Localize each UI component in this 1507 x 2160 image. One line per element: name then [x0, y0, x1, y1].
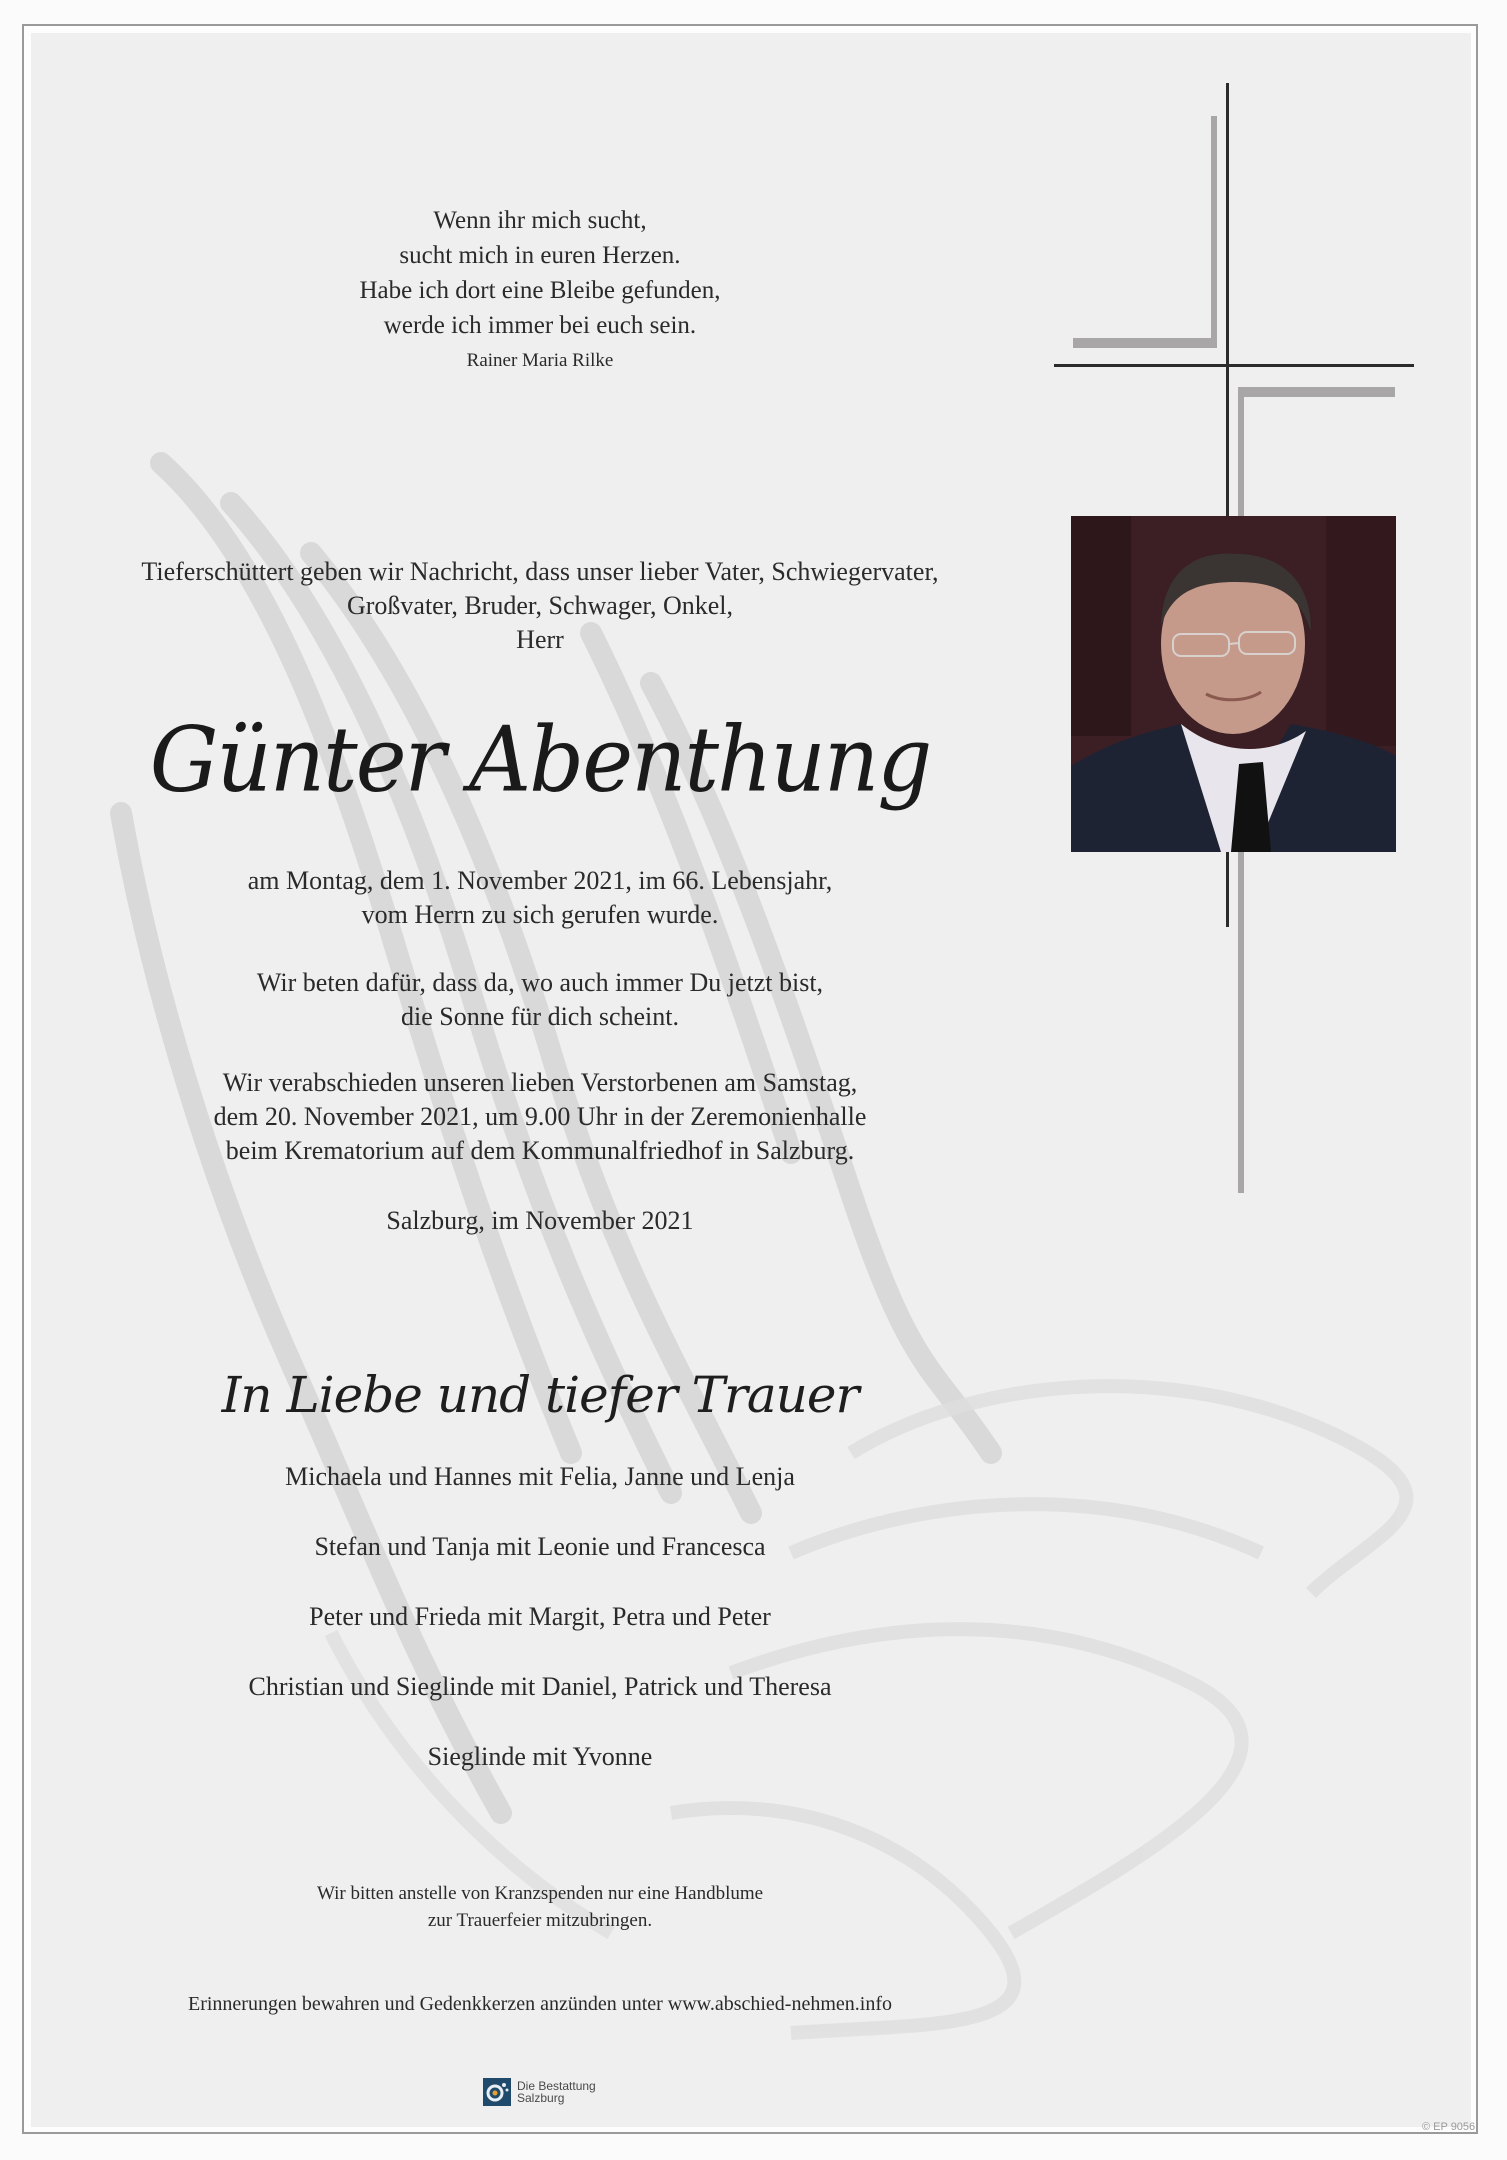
funeral-paragraph — [80, 1066, 1000, 1168]
flowers-line: zur Trauerfeier mitzubringen. — [427, 1910, 653, 1931]
portrait-photo — [1071, 516, 1396, 852]
deceased-name: Günter Abenthung — [149, 707, 931, 813]
body-line: dem 20. November 2021, um 9.00 Uhr in der Zeremonienhalle — [213, 1102, 867, 1131]
poem-block — [80, 203, 1000, 379]
prayer-paragraph — [80, 966, 1000, 1034]
body-line: beim Krematorium auf dem Kommunalfriedhof in Salzburg. — [225, 1136, 855, 1165]
death-paragraph — [80, 864, 1000, 932]
mourning-heading: In Liebe und tiefer Trauer — [221, 1366, 859, 1424]
logo-mark-icon — [483, 2078, 511, 2106]
poem-line: Wenn ihr mich sucht, — [433, 207, 647, 234]
logo-text-line: Salzburg — [517, 2091, 565, 2105]
cross-black-horizontal — [1054, 364, 1414, 367]
intro-line: Herr — [516, 625, 564, 654]
poem-line: Habe ich dort eine Bleibe gefunden, — [359, 277, 721, 304]
intro-line: Tieferschüttert geben wir Nachricht, dass unser lieber Vater, Schwiegervater, — [141, 557, 939, 586]
funeral-home-logo — [483, 2077, 596, 2107]
cross-gray-upper-vertical — [1211, 116, 1217, 346]
logo-text-line: Die Bestattung — [517, 2079, 596, 2093]
cross-gray-upper-horizontal — [1073, 338, 1217, 348]
body-line: am Montag, dem 1. November 2021, im 66. Lebensjahr, — [247, 866, 833, 895]
intro-block — [80, 555, 1000, 657]
family-member: Peter und Frieda mit Margit, Petra und Peter — [309, 1602, 771, 1631]
copyright-code: © EP 9056 — [1422, 2121, 1476, 2133]
poem-line: sucht mich in euren Herzen. — [399, 242, 681, 269]
portrait-illustration — [1071, 516, 1396, 852]
family-list — [80, 1460, 1000, 1810]
place-date: Salzburg, im November 2021 — [386, 1206, 694, 1235]
family-member: Michaela und Hannes mit Felia, Janne und Lenja — [285, 1462, 795, 1491]
body-line: Wir verabschieden unseren lieben Verstorbenen am Samstag, — [222, 1068, 858, 1097]
poem-author: Rainer Maria Rilke — [466, 350, 614, 371]
intro-line: Großvater, Bruder, Schwager, Onkel, — [346, 591, 734, 620]
memory-note: Erinnerungen bewahren und Gedenkkerzen anzünden unter www.abschied-nehmen.info — [188, 1993, 892, 2015]
body-line: vom Herrn zu sich gerufen wurde. — [361, 900, 719, 929]
body-line: die Sonne für dich scheint. — [401, 1002, 679, 1031]
poem-line: werde ich immer bei euch sein. — [383, 312, 697, 339]
flowers-note — [80, 1880, 1000, 1934]
logo-text — [517, 2080, 596, 2104]
cross-gray-lower-horizontal — [1238, 387, 1395, 397]
body-line: Wir beten dafür, dass da, wo auch immer Du jetzt bist, — [256, 968, 824, 997]
family-member: Stefan und Tanja mit Leonie und Francesca — [314, 1532, 766, 1561]
family-member: Sieglinde mit Yvonne — [427, 1742, 653, 1771]
family-member: Christian und Sieglinde mit Daniel, Patrick und Theresa — [248, 1672, 832, 1701]
flowers-line: Wir bitten anstelle von Kranzspenden nur eine Handblume — [316, 1883, 764, 1904]
